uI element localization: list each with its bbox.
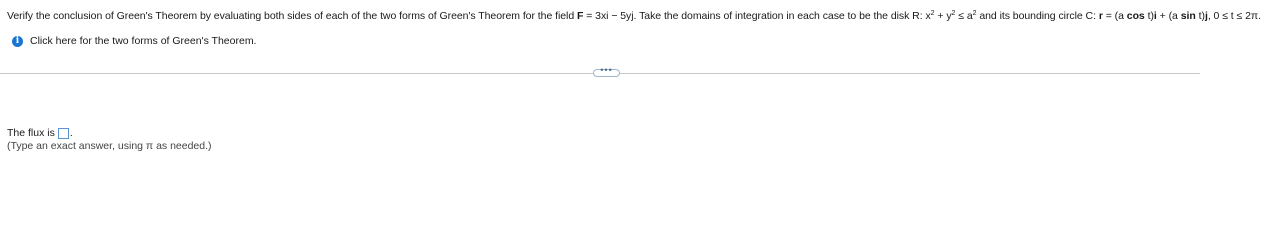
vector-r-symbol: r	[1098, 10, 1103, 22]
exponent: 2	[951, 10, 956, 17]
ellipsis-icon: •••	[600, 65, 613, 75]
answer-section	[7, 127, 212, 153]
answer-prefix: The flux is	[7, 127, 55, 139]
exponent: 2	[972, 10, 977, 17]
answer-suffix: .	[69, 127, 73, 139]
flux-answer-input[interactable]	[58, 128, 69, 139]
info-icon[interactable]: i	[12, 36, 23, 47]
question-text-part: . Take the domains of integration in each case to be the disk R: x	[633, 10, 931, 22]
exponent: 2	[930, 10, 935, 17]
sin-function: sin	[1180, 10, 1196, 22]
question-text-part: + (a	[1156, 10, 1181, 22]
question-text-part: t)	[1144, 10, 1154, 22]
greens-theorem-help-row[interactable]	[12, 35, 256, 47]
question-text-part: t)	[1195, 10, 1205, 22]
question-text-part: and its bounding circle C:	[976, 10, 1099, 22]
field-expression: = 3xi − 5yj	[583, 10, 634, 22]
question-text-part: Verify the conclusion of Green's Theorem by evaluating both sides of each of the two forms of Green's Theorem for the field	[7, 10, 577, 22]
unit-vector-i: i	[1153, 10, 1157, 22]
expand-button[interactable]	[593, 65, 620, 77]
question-text	[7, 9, 1261, 23]
unit-vector-j: j	[1204, 10, 1208, 22]
question-text-part: ≤ a	[955, 10, 973, 22]
answer-line	[7, 127, 212, 140]
greens-theorem-help-link[interactable]: Click here for the two forms of Green's Theorem.	[30, 35, 257, 47]
vector-f-symbol: F	[576, 10, 584, 22]
question-text-part: = (a	[1102, 10, 1127, 22]
question-text-part: , 0 ≤ t ≤ 2π.	[1207, 10, 1261, 22]
cos-function: cos	[1126, 10, 1145, 22]
answer-hint: (Type an exact answer, using π as needed.)	[7, 140, 212, 152]
question-text-part: + y	[934, 10, 952, 22]
